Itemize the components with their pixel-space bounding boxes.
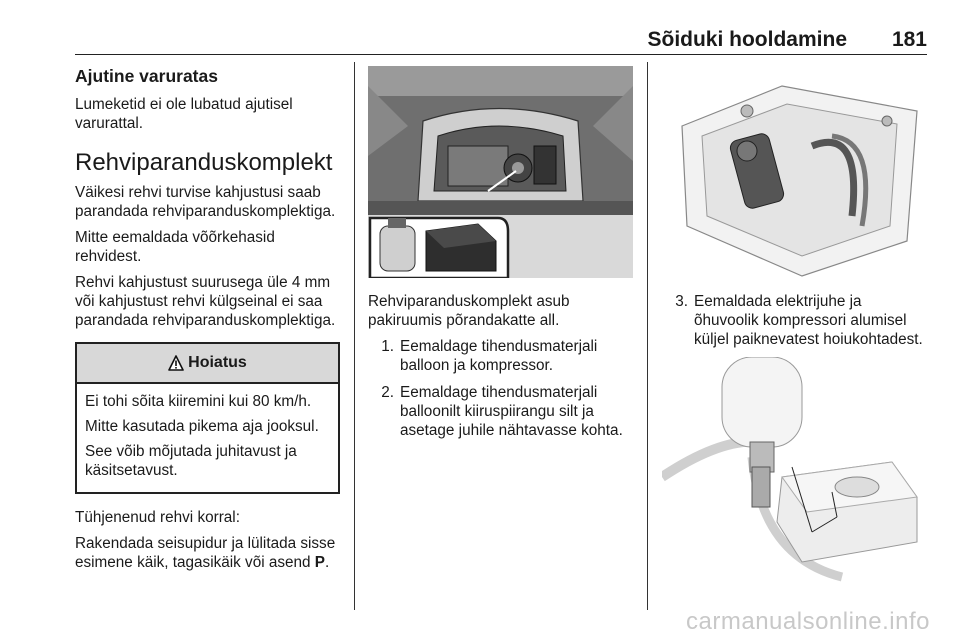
list-item [368, 383, 633, 440]
column-left [75, 62, 340, 579]
paragraph-2: Mitte eemaldada võõrkehasid rehvidest. [75, 229, 275, 265]
step-text: Eemaldage tihendusmaterjali balloonilt kiiruspiirangu silt ja asetage juhile nähtavasse kohta. [400, 384, 623, 439]
paragraph-5 [75, 534, 340, 572]
page-number: 181 [891, 28, 927, 51]
column-divider-1 [354, 62, 355, 610]
kit-location-text: Rehviparanduskomplekt asub pakiruumis põrandakatte all. [368, 293, 570, 329]
step-text: Eemaldage tihendusmaterjali balloon ja kompressor. [400, 338, 598, 374]
warning-body [77, 384, 338, 492]
column-divider-2 [647, 62, 648, 610]
paragraph-5-end: . [324, 554, 330, 571]
page-header [75, 28, 927, 55]
warning-header [77, 344, 338, 384]
spare-wheel-text: Lumeketid ei ole lubatud ajutisel varurattal. [75, 96, 293, 132]
paragraph-1: Väikesi rehvi turvise kahjustusi saab parandada rehviparanduskomplektiga. [75, 184, 336, 220]
paragraph-5-text: Rakendada seisupidur ja lülitada sisse esimene käik, tagasikäik või asend [75, 535, 336, 571]
list-item [368, 337, 633, 375]
compressor-underside-illustration [662, 66, 927, 278]
column-middle [368, 62, 633, 448]
column-right [662, 62, 927, 589]
paragraph-4: Tühjenenud rehvi korral: [75, 509, 240, 526]
paragraph-3: Rehvi kahjustust suurusega üle 4 mm või kahjustust rehvi külgseinal ei saa parandada rehviparanduskomplektiga. [75, 274, 336, 329]
list-item [662, 292, 927, 349]
warning-line-1: Ei tohi sõita kiiremini kui 80 km/h. [85, 393, 312, 410]
step-number: 2. [381, 384, 394, 401]
warning-line-2: Mitte kasutada pikema aja jooksul. [85, 418, 319, 435]
trunk-kit-illustration [368, 66, 633, 278]
warning-line-3: See võib mõjutada juhitavust ja käsitsetavust. [85, 443, 297, 479]
steps-list-2 [662, 292, 927, 349]
watermark: carmanualsonline.info [686, 608, 930, 635]
warning-title: Hoiatus [188, 354, 247, 371]
step-number: 1. [381, 338, 394, 355]
gear-p-label: P [314, 554, 325, 571]
chapter-title: Sõiduki hooldamine [647, 28, 847, 51]
step-text: Eemaldada elektrijuhe ja õhuvoolik kompressori alumisel küljel paiknevatest hoiukohtadest. [694, 293, 923, 348]
step-number: 3. [675, 293, 688, 310]
sealant-bottle-illustration [662, 357, 927, 589]
steps-list-1 [368, 337, 633, 440]
warning-triangle-icon [168, 355, 184, 371]
warning-box [75, 342, 340, 494]
repair-kit-heading: Rehviparanduskomplekt [75, 149, 333, 176]
spare-wheel-heading: Ajutine varuratas [75, 66, 218, 86]
